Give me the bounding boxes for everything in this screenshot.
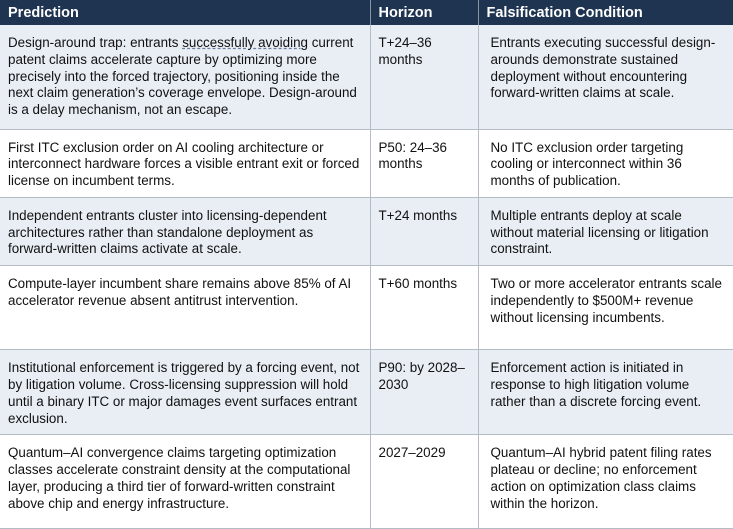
prediction-cell: Quantum–AI convergence claims targeting optimization classes accelerate constraint density at the computational layer, producing a third tier of forward-written constraint above chip and energy infrastructure. [0,435,370,529]
horizon-cell: T+24 months [370,197,478,265]
horizon-cell: P50: 24–36 months [370,129,478,197]
header-row [0,0,733,25]
falsification-cell: Multiple entrants deploy at scale without material licensing or litigation constraint. [478,197,733,265]
prediction-cell: Compute-layer incumbent share remains above 85% of AI accelerator revenue absent antitrust intervention. [0,266,370,350]
header-prediction: Prediction [0,0,370,25]
horizon-cell: T+60 months [370,266,478,350]
horizon-cell: T+24–36 months [370,25,478,129]
prediction-cell: Institutional enforcement is triggered by a forcing event, not by litigation volume. Cross-licensing suppression will hold until a binary ITC or major damages event surfaces entrant exclusion. [0,350,370,435]
prediction-cell: First ITC exclusion order on AI cooling architecture or interconnect hardware forces a visible entrant exit or forced license on incumbent terms. [0,129,370,197]
header-falsification: Falsification Condition [478,0,733,25]
horizon-cell: P90: by 2028–2030 [370,350,478,435]
table-row [0,350,733,435]
falsification-cell: Enforcement action is initiated in response to high litigation volume rather than a discrete forcing event. [478,350,733,435]
horizon-cell: 2027–2029 [370,435,478,529]
falsification-cell: Entrants executing successful design-arounds demonstrate sustained deployment without encountering forward-written claims at scale. [478,25,733,129]
header-horizon: Horizon [370,0,478,25]
prediction-cell: Independent entrants cluster into licensing-dependent architectures rather than standalone deployment as forward-written claims activate at scale. [0,197,370,265]
falsification-cell: No ITC exclusion order targeting cooling or interconnect within 36 months of publication. [478,129,733,197]
table-row [0,25,733,129]
prediction-text: current patent claims accelerate capture by optimizing more precisely into the forced trajectory, positioning inside the next claim generation’s coverage envelope. Design-around is a delay mechanism, not an escape. [8,35,357,118]
prediction-cell [0,25,370,129]
falsification-cell: Quantum–AI hybrid patent filing rates plateau or decline; no enforcement action on optimization class claims within the horizon. [478,435,733,529]
table-row [0,129,733,197]
table-row [0,197,733,265]
prediction-underlined-text: successfully avoiding [182,35,308,50]
prediction-text: Design-around trap: entrants [8,35,183,50]
table-row [0,266,733,350]
table-row [0,435,733,529]
falsification-cell: Two or more accelerator entrants scale independently to $500M+ revenue without licensing incumbents. [478,266,733,350]
